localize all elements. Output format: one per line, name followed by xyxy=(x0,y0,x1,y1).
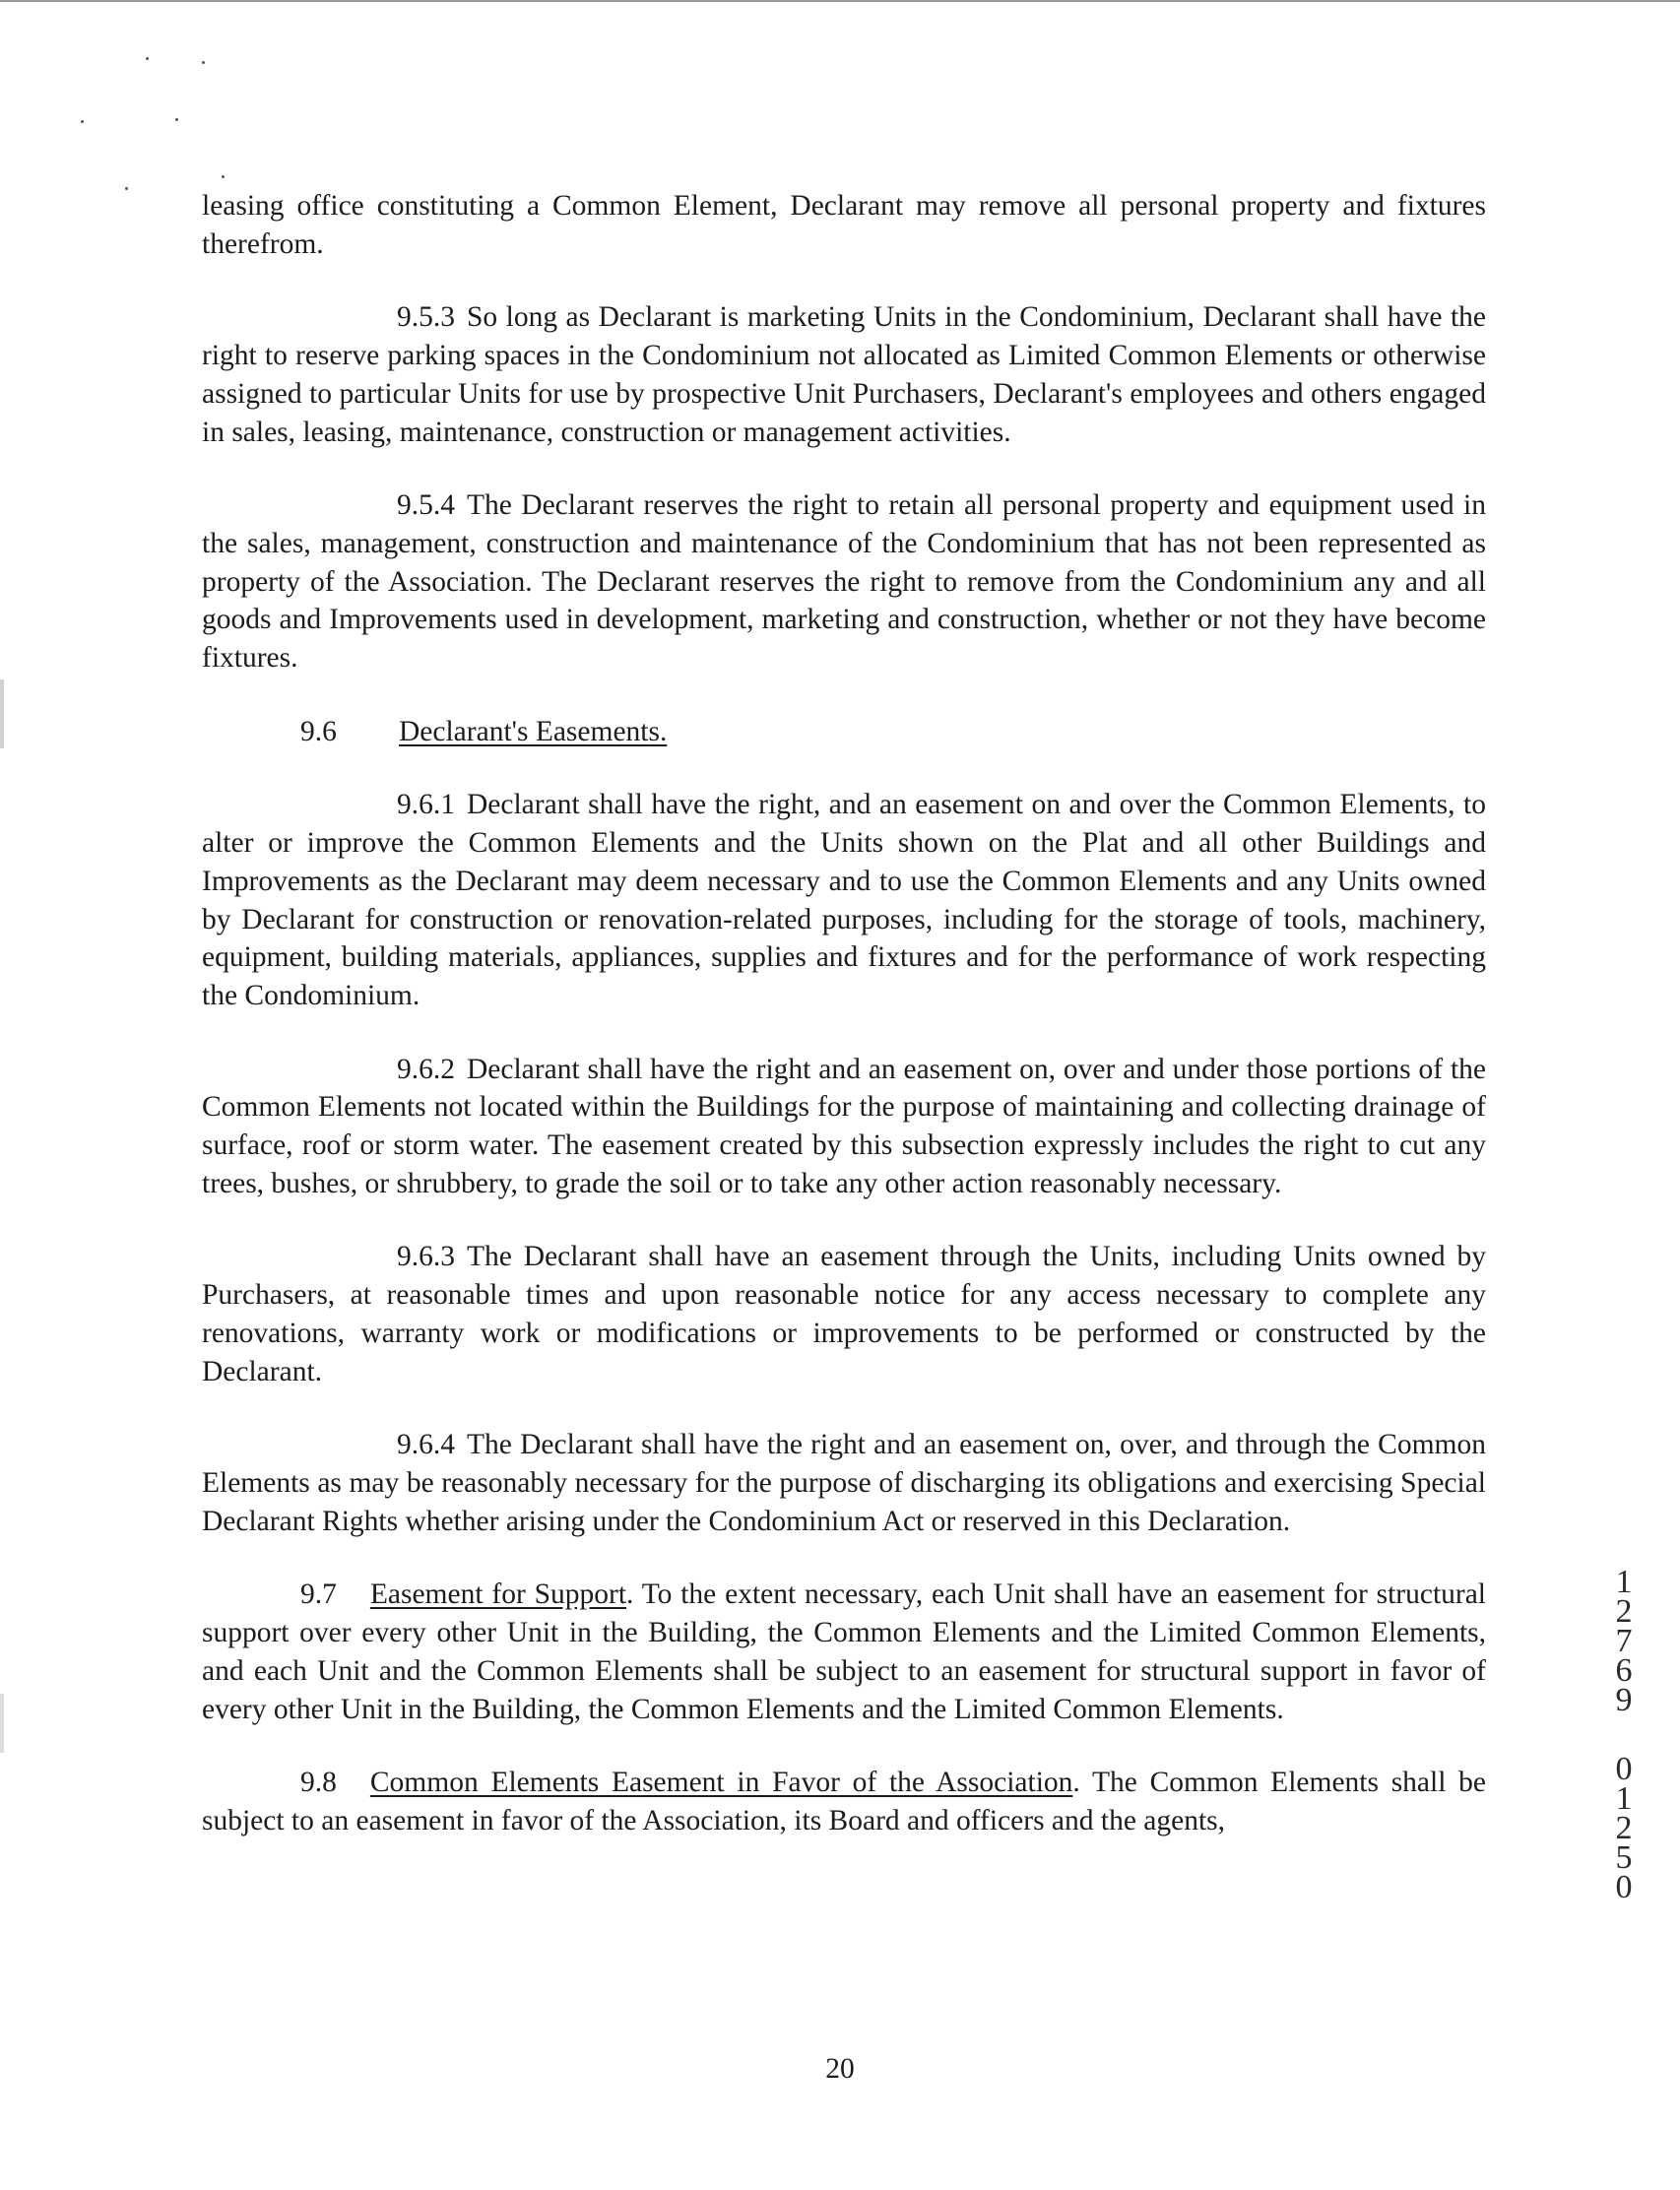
stamp-gap xyxy=(1609,1715,1639,1755)
stamp-digit: 5 xyxy=(1615,1839,1633,1876)
stamp-digit: 1 xyxy=(1615,1780,1633,1817)
section-number: 9.6.2 xyxy=(397,1053,455,1085)
paragraph-9-5-3 xyxy=(202,298,1486,451)
paragraph-9-8 xyxy=(202,1764,1486,1839)
section-heading-9-6 xyxy=(202,713,1486,751)
stamp-digit: 2 xyxy=(1615,1810,1633,1846)
stamp-digit: 1 xyxy=(1615,1564,1633,1600)
section-title: Declarant's Easements. xyxy=(399,715,668,747)
section-number: 9.5.3 xyxy=(397,301,455,334)
paragraph-text: . The Common Elements shall be subject to an easement in favor of the Association, its Board and officers and the agents, xyxy=(202,1767,1487,1836)
scan-speck xyxy=(125,187,128,190)
paragraph-9-6-3 xyxy=(202,1238,1486,1390)
section-title: Common Elements Easement in Favor of the Association xyxy=(369,1767,1073,1799)
scan-margin-mark xyxy=(0,679,4,748)
paragraph-text: So long as Declarant is marketing Units in the Condominium, Declarant shall have the right to reserve parking spaces in the Condominium not allocated as Limited Common Elements or otherwise assigned to particular Units for use by prospective Unit Purchasers, Declarant's employees and others engaged in sales, leasing, maintenance, construction or management activities. xyxy=(202,301,1486,448)
page-top-border xyxy=(0,0,1680,2)
stamp-digit: 7 xyxy=(1615,1623,1633,1659)
paragraph-9-7 xyxy=(202,1576,1486,1728)
paragraph-text: The Declarant shall have an easement through the Units, including Units owned by Purchasers, at reasonable times and upon reasonable notice for any access necessary to complete any renovations, warranty work or modifications or improvements to be performed or constructed by the Declarant. xyxy=(202,1241,1486,1387)
scan-speck xyxy=(175,118,178,121)
section-number: 9.5.4 xyxy=(397,489,455,522)
paragraph-9-6-1 xyxy=(202,786,1486,1014)
scan-speck xyxy=(81,120,84,123)
section-title: Easement for Support xyxy=(369,1578,627,1611)
stamp-digit: 9 xyxy=(1615,1682,1633,1718)
stamp-digit: 0 xyxy=(1615,1751,1633,1787)
stamp-digit: 0 xyxy=(1615,1869,1633,1905)
paragraph-9-6-4 xyxy=(202,1426,1486,1540)
scan-speck xyxy=(202,61,205,64)
section-number: 9.7 xyxy=(300,1578,337,1611)
scan-speck xyxy=(222,175,225,178)
section-number: 9.6.4 xyxy=(397,1429,455,1461)
recording-stamp xyxy=(1609,1564,1639,1905)
section-number: 9.6 xyxy=(300,715,337,747)
section-number: 9.6.1 xyxy=(397,789,455,821)
section-number: 9.6.3 xyxy=(397,1241,455,1273)
paragraph-text: leasing office constituting a Common Element, Declarant may remove all personal property and fixtures therefrom. xyxy=(202,190,1486,260)
paragraph-continuation xyxy=(202,187,1486,263)
scan-speck xyxy=(146,57,149,60)
document-body xyxy=(202,187,1486,1840)
scan-margin-mark xyxy=(0,1694,4,1753)
paragraph-text: Declarant shall have the right and an easement on, over and under those portions of the Common Elements not located within the Buildings for the purpose of maintaining and collecting drainage of surface, roof or storm water. The easement created by this subsection expressly includes the right to cut any trees, bushes, or shrubbery, to grade the soil or to take any other action reasonably necessary. xyxy=(202,1053,1486,1199)
section-number: 9.8 xyxy=(300,1767,337,1799)
stamp-digit: 2 xyxy=(1615,1593,1633,1630)
paragraph-text: The Declarant reserves the right to retain all personal property and equipment used in the sales, management, construction and maintenance of the Condominium that has not been represented as property of the Association. The Declarant reserves the right to remove from the Condominium any and all goods and Improvements used in development, marketing and construction, whether or not they have become fixtures. xyxy=(202,489,1486,675)
paragraph-9-5-4 xyxy=(202,486,1486,677)
page-number: 20 xyxy=(825,2053,855,2085)
paragraph-9-6-2 xyxy=(202,1051,1486,1203)
stamp-digit: 6 xyxy=(1615,1652,1633,1689)
paragraph-text: . To the extent necessary, each Unit shall have an easement for structural support over every other Unit in the Building, the Common Elements and the Limited Common Elements, and each Unit and the Common Elements shall be subject to an easement for structural support in favor of every other Unit in the Building, the Common Elements and the Limited Common Elements. xyxy=(202,1578,1486,1725)
paragraph-text: The Declarant shall have the right and an easement on, over, and through the Common Elements as may be reasonably necessary for the purpose of discharging its obligations and exercising Special Declarant Rights whether arising under the Condominium Act or reserved in this Declaration. xyxy=(202,1429,1486,1537)
paragraph-text: Declarant shall have the right, and an easement on and over the Common Elements, to alter or improve the Common Elements and the Units shown on the Plat and all other Buildings and Improvements as the Declarant may deem necessary and to use the Common Elements and any Units owned by Declarant for construction or renovation-related purposes, including for the storage of tools, machinery, equipment, building materials, appliances, supplies and fixtures and for the performance of work respecting the Condominium. xyxy=(202,789,1486,1011)
